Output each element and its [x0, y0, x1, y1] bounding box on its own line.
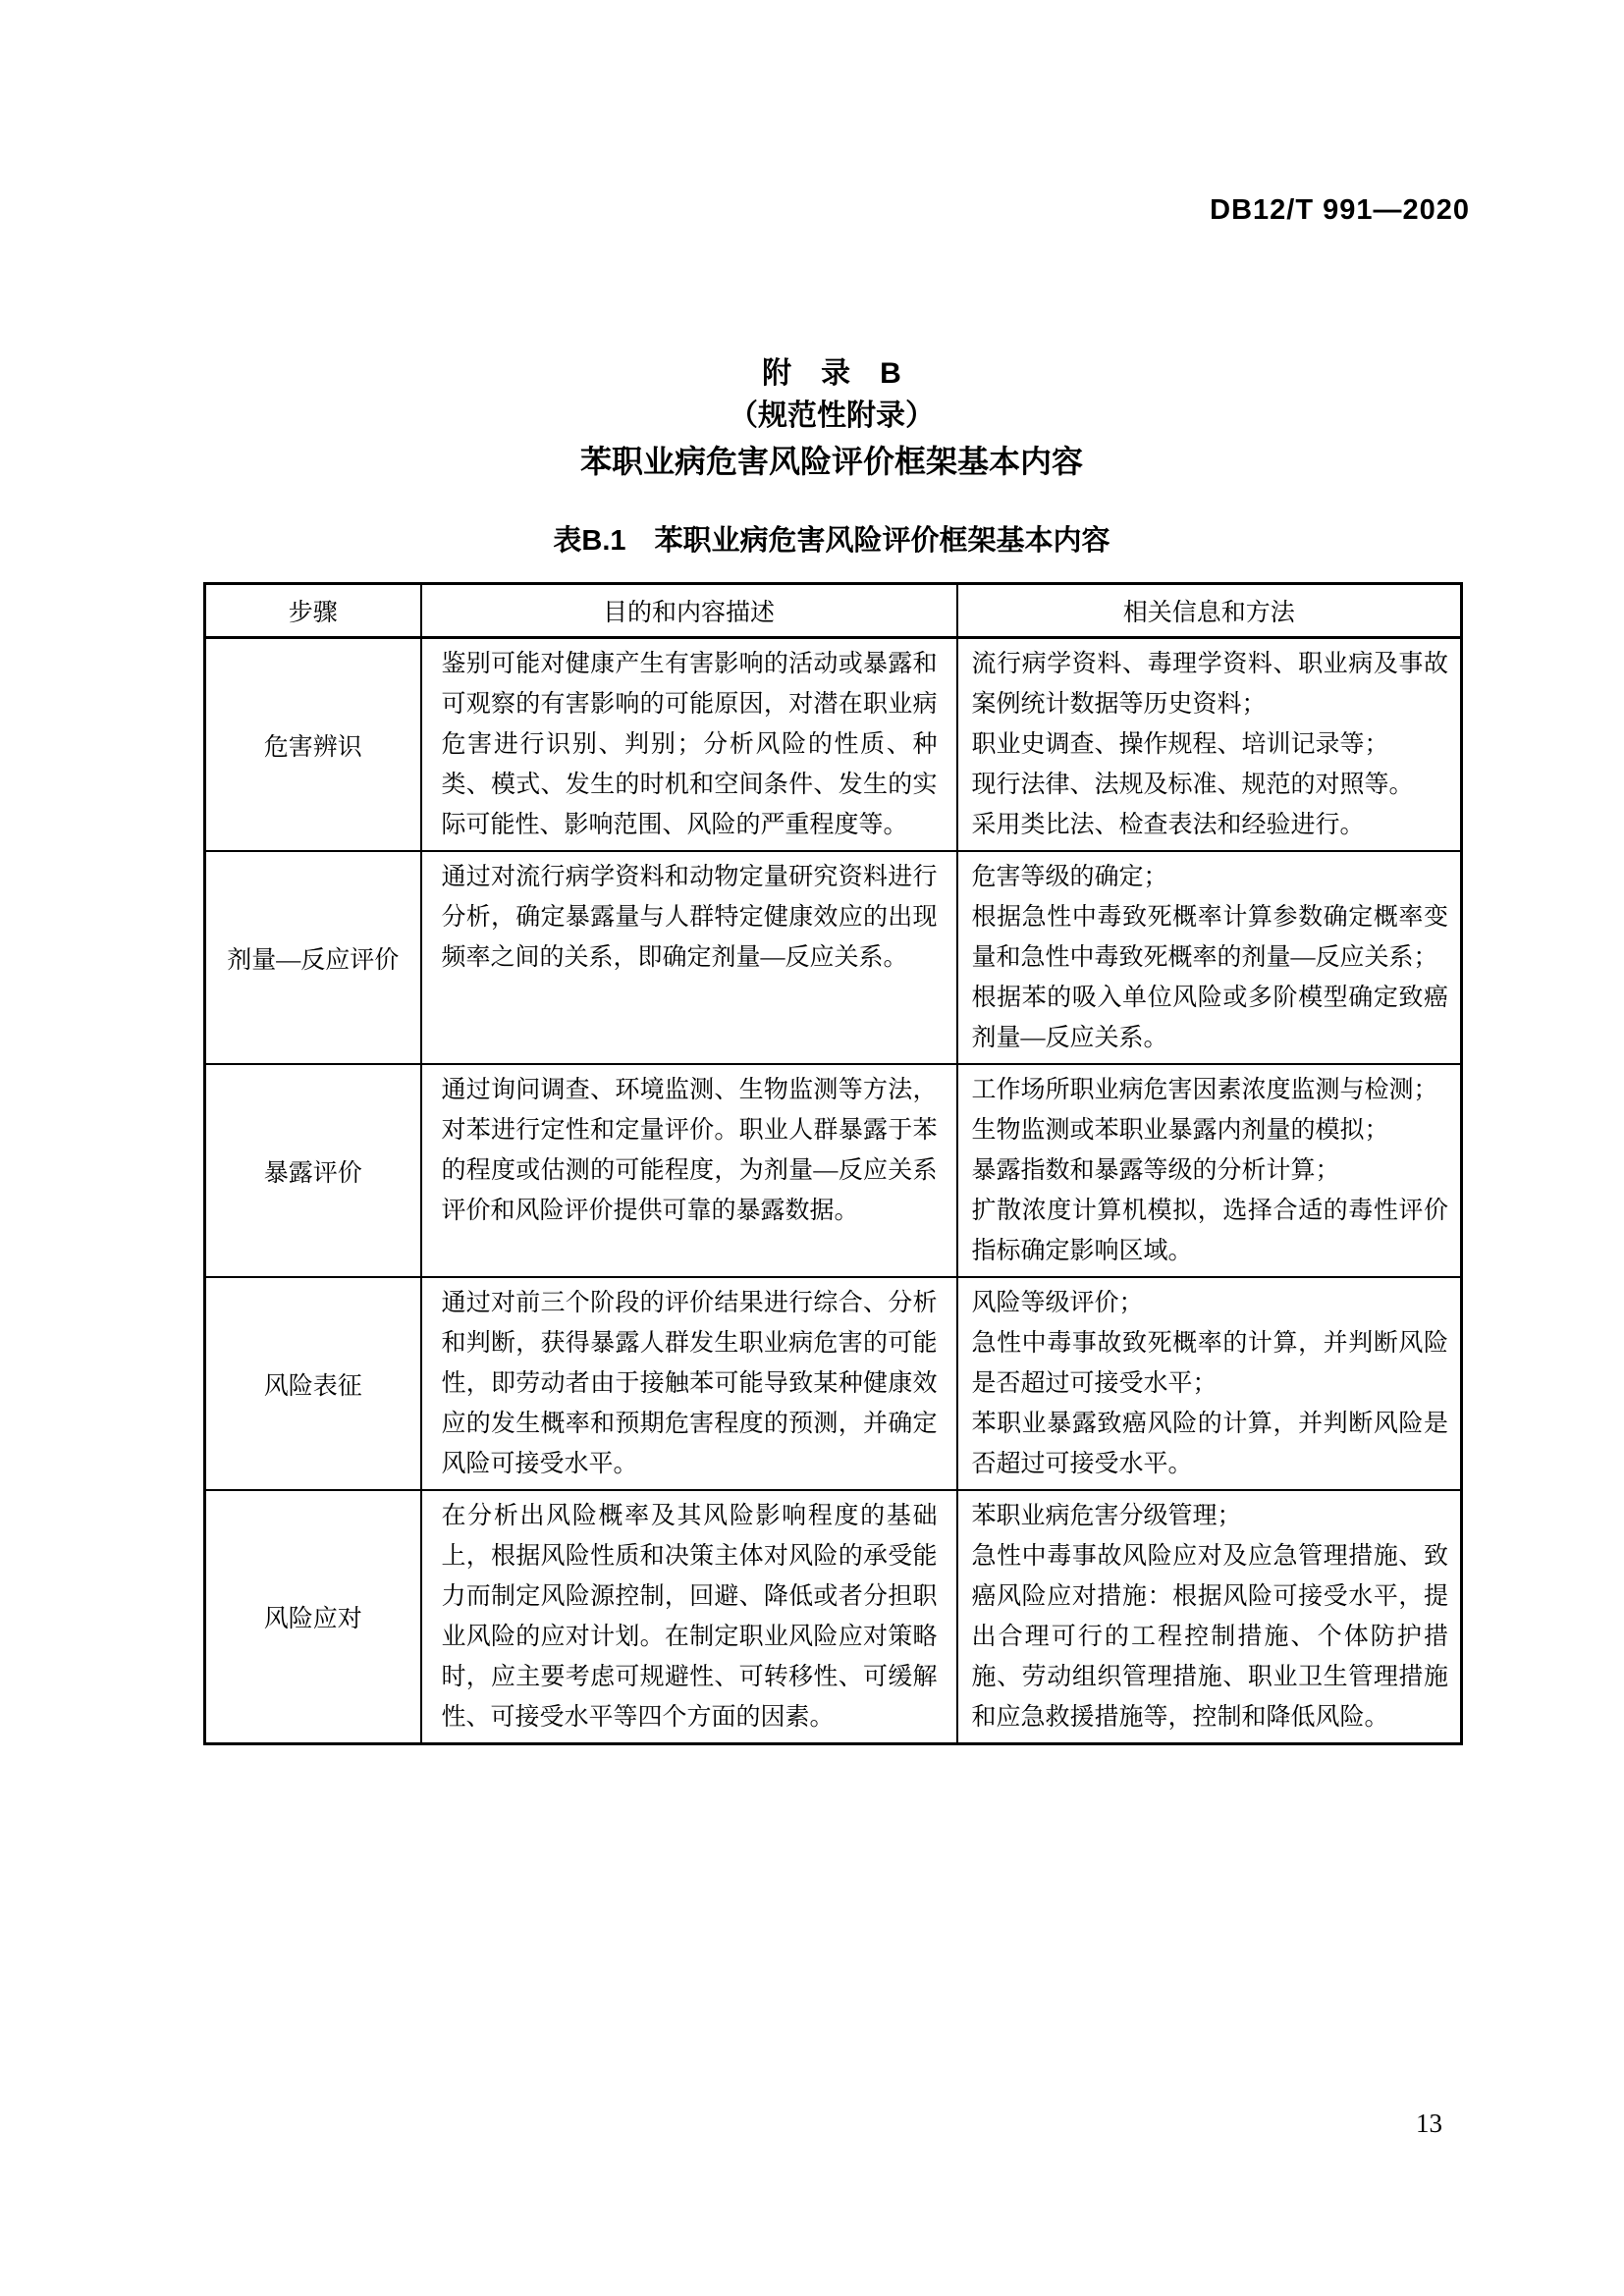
method-item: 扩散浓度计算机模拟，选择合适的毒性评价指标确定影响区域。: [971, 1198, 1448, 1264]
appendix-title: 附 录 B: [762, 357, 901, 390]
description-cell: 在分析出风险概率及其风险影响程度的基础上，根据风险性质和决策主体对风险的承受能力而制定风险源控制，回避、降低或者分担职业风险的应对计划。在制定职业风险应对策略时，应主要考虑可规避性、可转移性、可缓解性、可接受水平等四个方面的因素。: [421, 1490, 957, 1744]
method-item: 暴露指数和暴露等级的分析计算；: [971, 1157, 1340, 1184]
framework-table: [203, 582, 1463, 1745]
method-item: 现行法律、法规及标准、规范的对照等。: [971, 772, 1414, 798]
standard-number: DB12/T 991—2020: [1210, 194, 1470, 226]
methods-cell: [957, 851, 1462, 1064]
method-item: 根据苯的吸入单位风险或多阶模型确定致癌剂量—反应关系。: [971, 985, 1448, 1051]
method-item: 苯职业病危害分级管理；: [971, 1503, 1242, 1529]
appendix-subtitle: （规范性附录）: [729, 400, 935, 432]
step-cell: 暴露评价: [205, 1064, 421, 1277]
description-cell: 通过对流行病学资料和动物定量研究资料进行分析，确定暴露量与人群特定健康效应的出现频率之间的关系，即确定剂量—反应关系。: [421, 851, 957, 1064]
method-item: 流行病学资料、毒理学资料、职业病及事故案例统计数据等历史资料；: [971, 651, 1448, 718]
method-item: 根据急性中毒致死概率计算参数确定概率变量和急性中毒致死概率的剂量—反应关系；: [971, 904, 1448, 971]
description-cell: 通过对前三个阶段的评价结果进行综合、分析和判断，获得暴露人群发生职业病危害的可能性，即劳动者由于接触苯可能导致某种健康效应的发生概率和预期危害程度的预测，并确定风险可接受水平。: [421, 1277, 957, 1490]
table-row: [205, 1064, 1462, 1277]
method-item: 急性中毒事故风险应对及应急管理措施、致癌风险应对措施：根据风险可接受水平，提出合理可行的工程控制措施、个体防护措施、劳动组织管理措施、职业卫生管理措施和应急救援措施等，控制和降低风险。: [971, 1543, 1448, 1731]
step-cell: 剂量—反应评价: [205, 851, 421, 1064]
table-caption: 表B.1 苯职业病危害风险评价框架基本内容: [553, 525, 1110, 557]
methods-cell: [957, 1490, 1462, 1744]
methods-cell: [957, 1064, 1462, 1277]
table-row: [205, 1277, 1462, 1490]
step-cell: 危害辨识: [205, 638, 421, 852]
method-item: 采用类比法、检查表法和经验进行。: [971, 812, 1365, 838]
appendix-heading: 苯职业病危害风险评价框架基本内容: [579, 444, 1083, 479]
table-header-row: [205, 584, 1462, 638]
method-item: 职业史调查、操作规程、培训记录等；: [971, 731, 1389, 758]
page-number: 13: [1416, 2109, 1442, 2138]
methods-cell: [957, 1277, 1462, 1490]
table-row: [205, 1490, 1462, 1744]
methods-cell: [957, 638, 1462, 852]
method-item: 危害等级的确定；: [971, 864, 1168, 890]
header-step: 步骤: [205, 584, 421, 638]
method-item: 工作场所职业病危害因素浓度监测与检测；: [971, 1077, 1438, 1103]
method-item: 风险等级评价；: [971, 1290, 1144, 1316]
method-item: 急性中毒事故致死概率的计算，并判断风险是否超过可接受水平；: [971, 1330, 1448, 1397]
description-cell: 鉴别可能对健康产生有害影响的活动或暴露和可观察的有害影响的可能原因，对潜在职业病危害进行识别、判别；分析风险的性质、种类、模式、发生的时机和空间条件、发生的实际可能性、影响范围、风险的严重程度等。: [421, 638, 957, 852]
step-cell: 风险应对: [205, 1490, 421, 1744]
method-item: 苯职业暴露致癌风险的计算，并判断风险是否超过可接受水平。: [971, 1411, 1448, 1477]
table-row: [205, 638, 1462, 852]
header-methods: 相关信息和方法: [957, 584, 1462, 638]
table-row: [205, 851, 1462, 1064]
appendix-title-block: [203, 353, 1460, 485]
description-cell: 通过询问调查、环境监测、生物监测等方法，对苯进行定性和定量评价。职业人群暴露于苯的程度或估测的可能程度，为剂量—反应关系评价和风险评价提供可靠的暴露数据。: [421, 1064, 957, 1277]
method-item: 生物监测或苯职业暴露内剂量的模拟；: [971, 1117, 1389, 1144]
header-description: 目的和内容描述: [421, 584, 957, 638]
step-cell: 风险表征: [205, 1277, 421, 1490]
